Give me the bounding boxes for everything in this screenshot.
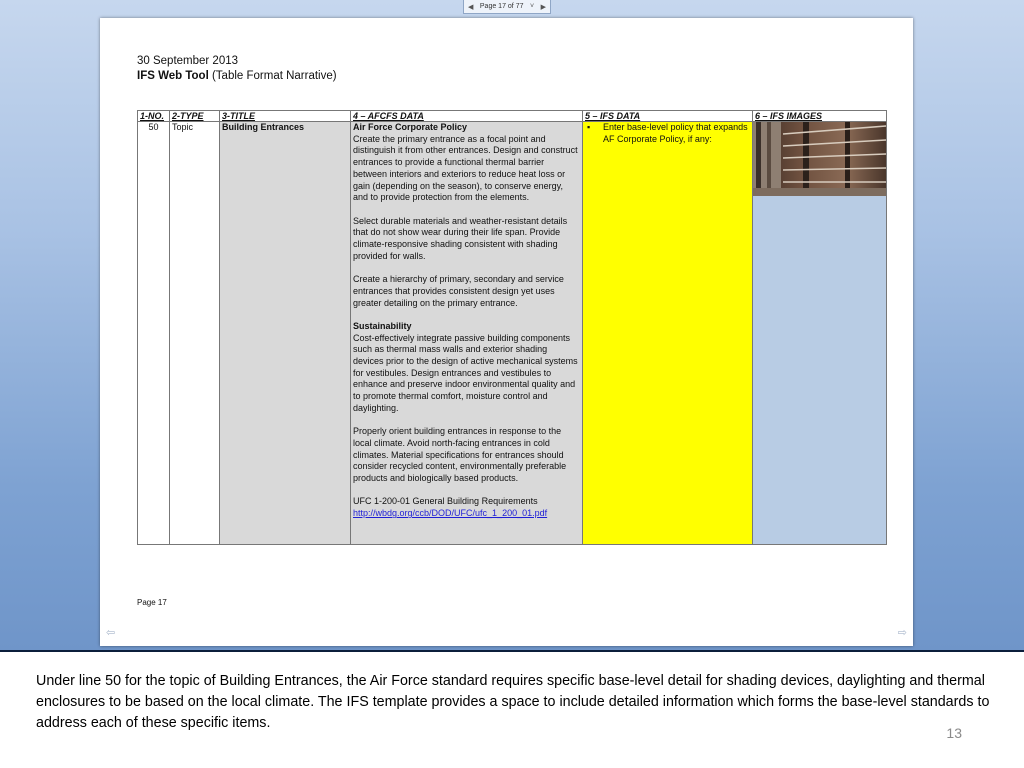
cell-type: Topic — [170, 122, 220, 545]
header-ifs-data: 5 – IFS DATA — [583, 111, 753, 122]
slide-divider — [0, 650, 1024, 652]
policy-heading: Air Force Corporate Policy — [353, 122, 468, 132]
table-header-row — [138, 111, 887, 122]
ifs-table — [137, 110, 887, 545]
ufc-reference: UFC 1-200-01 General Building Requirements — [353, 496, 538, 507]
header-afcfs-data: 4 – AFCFS DATA — [351, 111, 583, 122]
header-no: 1-NO. — [138, 111, 170, 122]
slide-number: 13 — [946, 725, 962, 741]
document-title-rest: (Table Format Narrative) — [211, 70, 337, 82]
page-navigator — [463, 0, 551, 14]
policy-paragraph-2: Select durable materials and weather-resistant details that do not show wear during their life span. Provide climate-responsive shading consistent with shading provided for walls. — [353, 215, 568, 261]
next-page-button[interactable]: ▶ — [540, 3, 546, 11]
scroll-left-icon[interactable]: ⇦ — [106, 627, 116, 639]
policy-paragraph-1: Create the primary entrance as a focal point and distinguish it from other entrances. Design and construct entrances to provide a functional thermal barrier between interiors and exteriors to reduce heat loss or gain (depending on the season), to conserve energy, and to provide protection from the elements. — [353, 133, 578, 203]
header-ifs-images: 6 – IFS IMAGES — [753, 111, 887, 122]
table-row — [138, 122, 887, 545]
page-indicator[interactable]: Page 17 of 77 — [479, 3, 524, 10]
document-date: 30 September 2013 — [137, 55, 239, 67]
document-title — [137, 70, 337, 82]
cell-no: 50 — [138, 122, 170, 545]
cell-ifs-data — [583, 122, 753, 545]
slide-caption: Under line 50 for the topic of Building Entrances, the Air Force standard requires specific base-level detail for shading devices, daylighting and thermal enclosures to be based on the local climate. The IFS template provides a space to include detailed information which forms the base-level standards to address each of these specific items. — [36, 673, 990, 731]
bullet-icon: ▪ — [587, 122, 591, 132]
document-page — [100, 18, 913, 646]
building-entrance-photo — [753, 122, 886, 196]
ufc-link[interactable]: http://wbdg.org/ccb/DOD/UFC/ufc_1_200_01.pdf — [353, 508, 548, 519]
cell-title: Building Entrances — [220, 122, 351, 545]
chevron-down-icon[interactable]: ˅ — [529, 3, 535, 10]
sustainability-paragraph-2: Properly orient building entrances in response to the local climate. Avoid north-facing entrances in cold climates. Material specifications for entrances should consider recycled content, environmentally preferable products and biologically based products. — [353, 426, 567, 484]
document-title-bold: IFS Web Tool — [137, 70, 209, 82]
page-footer: Page 17 — [137, 598, 167, 607]
policy-paragraph-3: Create a hierarchy of primary, secondary and service entrances that provides consistent design yet uses greater detailing on the primary entrance. — [353, 274, 564, 308]
cell-afcfs-data — [351, 122, 583, 545]
ifs-bullet-item — [585, 122, 750, 145]
header-title: 3-TITLE — [220, 111, 351, 122]
sustainability-heading: Sustainability — [353, 320, 412, 331]
sustainability-paragraph-1: Cost-effectively integrate passive building components such as thermal mass walls and exterior shading devices prior to the design of active mechanical systems for vestibules. Design entrances and vestibules to enhance and preserve indoor environmental quality and to promote thermal comfort, moisture control and daylighting. — [353, 332, 578, 413]
header-type: 2-TYPE — [170, 111, 220, 122]
scroll-right-icon[interactable]: ⇨ — [897, 627, 907, 639]
prev-page-button[interactable]: ◀ — [468, 3, 474, 11]
ifs-instruction: Enter base-level policy that expands AF Corporate Policy, if any: — [603, 122, 748, 144]
cell-ifs-images — [753, 122, 887, 545]
